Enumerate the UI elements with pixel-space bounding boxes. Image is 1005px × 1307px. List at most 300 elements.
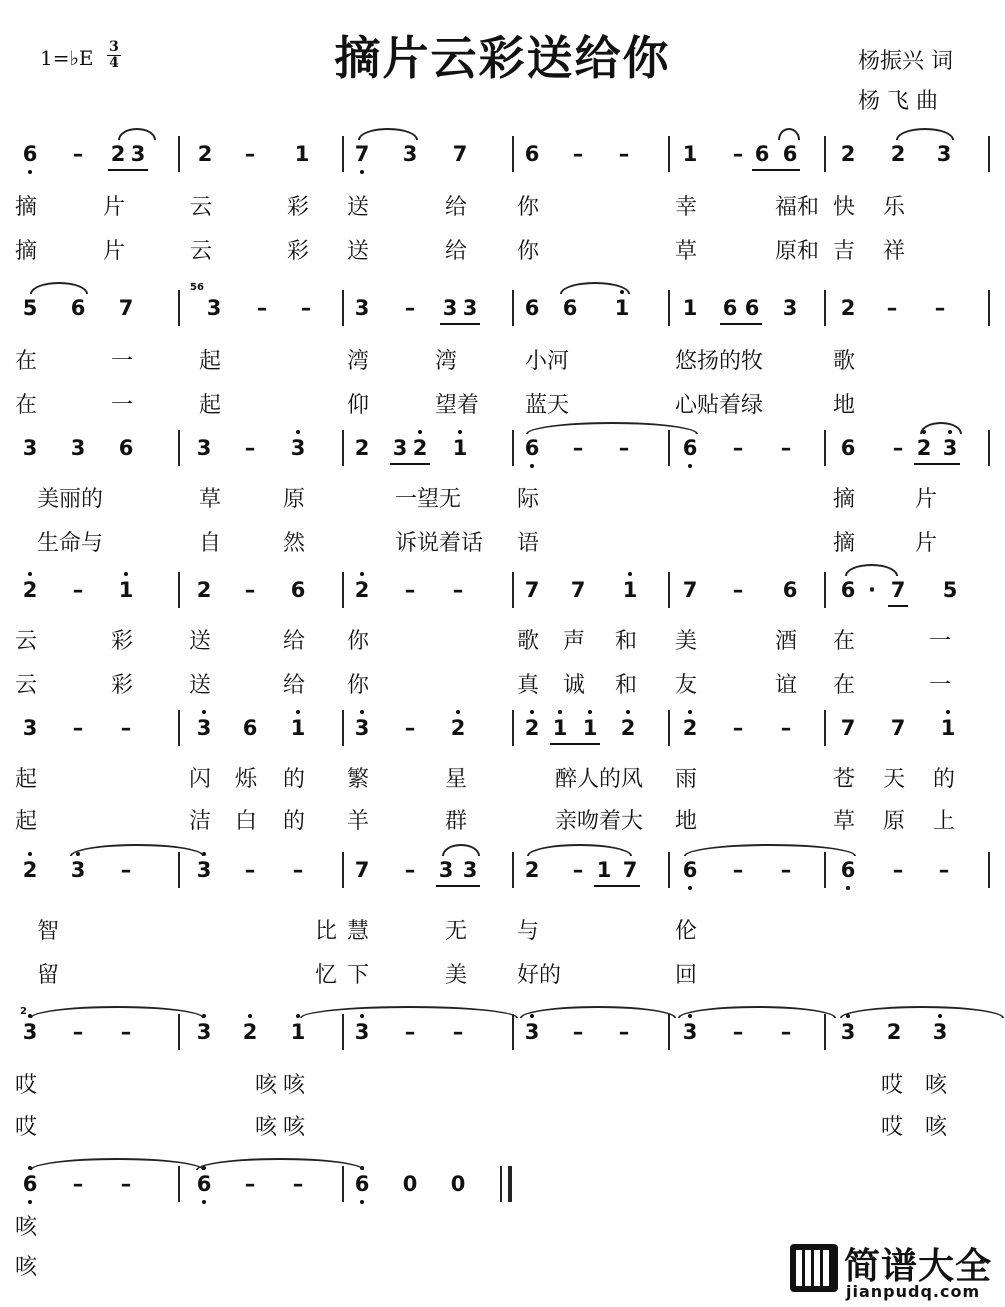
lyric-verse-1: 一: [929, 629, 952, 654]
lyricist-credit: 杨振兴 词: [858, 49, 953, 74]
note: 5: [942, 578, 958, 602]
note: 6: [524, 436, 540, 460]
lyric-verse-2: 仰: [347, 393, 370, 418]
beam-underline: [720, 323, 762, 325]
lyric-verse-2: 片: [103, 239, 126, 264]
lyric-verse-1: 快: [833, 195, 856, 220]
octave-dot-low: [360, 170, 364, 174]
lyric-verse-1: 咳: [925, 1073, 948, 1098]
bar-line: [342, 430, 344, 466]
octave-dot-high: [124, 572, 128, 576]
lyric-verse-2: 在: [15, 393, 38, 418]
bar-line: [824, 290, 826, 326]
tie-slur: [896, 128, 954, 140]
lyric-verse-1: 星: [445, 767, 468, 792]
lyric-verse-2: 回: [675, 963, 698, 988]
note: 2: [22, 858, 38, 882]
note: 6: [22, 1172, 38, 1196]
note: 5: [22, 296, 38, 320]
note: 6: [782, 578, 798, 602]
note: 1: [682, 296, 698, 320]
note: 3: [932, 1020, 948, 1044]
octave-dot-low: [28, 170, 32, 174]
tie-slur: [358, 128, 418, 140]
octave-dot-high: [418, 430, 422, 434]
octave-dot-high: [360, 710, 364, 714]
tie-slur: [30, 1158, 204, 1170]
lyric-verse-1: 的: [933, 767, 956, 792]
note: –: [244, 858, 256, 882]
lyric-verse-1: 歌: [833, 349, 856, 374]
note: 1: [682, 142, 698, 166]
lyric-verse-1: 福和: [775, 195, 820, 220]
note: –: [780, 1020, 792, 1044]
lyric-verse-1: 天: [883, 767, 906, 792]
lyric-verse-1: 雨: [675, 767, 698, 792]
octave-dot-high: [626, 710, 630, 714]
tie-slur: [845, 564, 898, 576]
lyric-verse-2: 好的: [517, 963, 562, 988]
note: 1: [294, 142, 310, 166]
octave-dot-high: [360, 572, 364, 576]
lyric-verse-2: 吉: [833, 239, 856, 264]
lyric-verse-2: 给: [445, 239, 468, 264]
note: 2: [840, 142, 856, 166]
lyric-verse-1: 声: [563, 629, 586, 654]
note: –: [72, 716, 84, 740]
tie-slur: [526, 422, 698, 434]
beam-underline: [550, 743, 600, 745]
bar-line: [178, 430, 180, 466]
lyric-verse-2: 诚: [563, 673, 586, 698]
note: 2: [354, 436, 370, 460]
lyric-verse-2: 原: [883, 809, 906, 834]
octave-dot-low: [846, 886, 850, 890]
lyric-verse-1: 原: [283, 487, 306, 512]
lyric-verse-1: 无: [445, 919, 468, 944]
note: 2: [916, 436, 932, 460]
note: –: [256, 296, 268, 320]
note: 6: [782, 142, 798, 166]
lyric-verse-1: 你: [347, 629, 370, 654]
lyric-verse-1: 苍: [833, 767, 856, 792]
lyric-verse-1: 咳: [255, 1073, 278, 1098]
octave-dot-low: [530, 464, 534, 468]
note: 3: [22, 716, 38, 740]
lyric-verse-2: 和: [615, 673, 638, 698]
note: 3: [462, 858, 478, 882]
note: 3: [70, 436, 86, 460]
note: –: [732, 436, 744, 460]
note: –: [244, 436, 256, 460]
note: 1: [614, 296, 630, 320]
lyric-verse-2: 羊: [347, 809, 370, 834]
lyric-verse-2: 送: [189, 673, 212, 698]
tie-slur: [196, 1158, 364, 1170]
tie-slur: [560, 282, 630, 294]
note: –: [72, 142, 84, 166]
lyric-verse-2: 然: [283, 531, 306, 556]
lyric-verse-2: 原和: [775, 239, 820, 264]
note: 3: [936, 142, 952, 166]
note: 0: [450, 1172, 466, 1196]
lyric-verse-1: 起: [199, 349, 222, 374]
note: 6: [524, 296, 540, 320]
note: 2: [354, 578, 370, 602]
note: 6: [524, 142, 540, 166]
lyric-verse-2: 咳: [15, 1255, 38, 1280]
note: 6: [118, 436, 134, 460]
lyric-verse-1: 哎: [15, 1073, 38, 1098]
note: –: [892, 858, 904, 882]
bar-line: [342, 290, 344, 326]
note: 3: [442, 296, 458, 320]
lyric-verse-2: 留: [37, 963, 60, 988]
note: –: [72, 1020, 84, 1044]
note: 1: [622, 578, 638, 602]
note: 7: [890, 716, 906, 740]
time-bottom: 4: [107, 55, 121, 71]
lyric-verse-1: 的: [283, 767, 306, 792]
note: 2: [890, 142, 906, 166]
note: 1: [596, 858, 612, 882]
note: 3: [354, 1020, 370, 1044]
note: 7: [354, 142, 370, 166]
bar-line: [342, 1166, 344, 1202]
lyric-verse-1: 哎: [881, 1073, 904, 1098]
note: –: [404, 716, 416, 740]
note: 2: [412, 436, 428, 460]
note: 7: [452, 142, 468, 166]
bar-line: [342, 572, 344, 608]
note: –: [938, 858, 950, 882]
lyric-verse-2: 咳: [925, 1115, 948, 1140]
lyric-verse-1: 比: [315, 919, 338, 944]
note: –: [780, 716, 792, 740]
note: –: [892, 436, 904, 460]
note: –: [618, 1020, 630, 1044]
lyric-verse-2: 语: [517, 531, 540, 556]
bar-line: [668, 290, 670, 326]
note: –: [572, 1020, 584, 1044]
octave-dot-high: [202, 710, 206, 714]
note: 1: [582, 716, 598, 740]
note: 3: [290, 436, 306, 460]
lyric-verse-2: 自: [199, 531, 222, 556]
lyric-verse-1: 起: [15, 767, 38, 792]
note: 3: [392, 436, 408, 460]
grace-note: 56: [190, 282, 204, 293]
lyric-verse-2: 摘: [15, 239, 38, 264]
lyric-verse-2: 地: [675, 809, 698, 834]
page-title: 摘片云彩送给你: [334, 31, 671, 85]
tie-slur: [520, 1006, 676, 1018]
tie-slur: [118, 128, 156, 140]
note: 2: [450, 716, 466, 740]
site-logo: [790, 1238, 1000, 1302]
note: 6: [682, 858, 698, 882]
note: –: [732, 858, 744, 882]
octave-dot-high: [530, 710, 534, 714]
note: 3: [782, 296, 798, 320]
logo-url: jianpudq.com: [846, 1282, 981, 1301]
note: 6: [722, 296, 738, 320]
note: 7: [118, 296, 134, 320]
piano-keys-icon: [790, 1244, 838, 1292]
note: 2: [840, 296, 856, 320]
bar-line: [342, 1014, 344, 1050]
note: –: [732, 578, 744, 602]
lyric-verse-1: 乐: [883, 195, 906, 220]
octave-dot-high: [456, 710, 460, 714]
octave-dot-high: [28, 572, 32, 576]
tie-slur: [70, 844, 204, 856]
note: 6: [70, 296, 86, 320]
note: 1: [290, 716, 306, 740]
bar-line: [824, 852, 826, 888]
lyric-verse-2: 起: [199, 393, 222, 418]
note: 3: [206, 296, 222, 320]
tie-slur: [920, 422, 962, 434]
lyric-verse-1: 际: [517, 487, 540, 512]
note: 3: [840, 1020, 856, 1044]
bar-line: [178, 1014, 180, 1050]
lyric-verse-2: 友: [675, 673, 698, 698]
lyric-verse-2: 一: [929, 673, 952, 698]
lyric-verse-1: 咳: [15, 1215, 38, 1240]
note: 6: [840, 858, 856, 882]
note: 2: [197, 142, 213, 166]
bar-line: [178, 290, 180, 326]
note: 2: [242, 1020, 258, 1044]
note: –: [452, 578, 464, 602]
octave-dot-high: [628, 572, 632, 576]
tie-slur: [684, 844, 856, 856]
lyric-verse-2: 彩: [111, 673, 134, 698]
note: 3: [462, 296, 478, 320]
note: 3: [196, 716, 212, 740]
lyric-verse-2: 祥: [883, 239, 906, 264]
lyric-verse-2: 你: [347, 673, 370, 698]
note: 6: [242, 716, 258, 740]
note: 2: [196, 578, 212, 602]
beam-underline: [914, 463, 960, 465]
lyric-verse-1: 彩: [111, 629, 134, 654]
lyric-verse-1: 烁: [235, 767, 258, 792]
note: 6: [682, 436, 698, 460]
lyric-verse-1: 歌: [517, 629, 540, 654]
lyric-verse-1: 一望无: [395, 487, 462, 512]
lyric-verse-1: 摘: [15, 195, 38, 220]
note: –: [120, 716, 132, 740]
beam-underline: [888, 605, 908, 607]
time-top: 3: [109, 39, 119, 55]
lyric-verse-1: 湾: [435, 349, 458, 374]
note: 2: [524, 716, 540, 740]
lyric-verse-2: 谊: [775, 673, 798, 698]
note: 2: [524, 858, 540, 882]
tie-slur: [30, 1006, 204, 1018]
note: 1: [940, 716, 956, 740]
lyric-verse-2: 诉说着话: [395, 531, 484, 556]
bar-line: [512, 290, 514, 326]
lyric-verse-2: 草: [833, 809, 856, 834]
lyric-verse-2: 片: [915, 531, 938, 556]
lyric-verse-1: 摘: [833, 487, 856, 512]
key-signature: 1=♭E: [40, 46, 94, 70]
bar-line: [512, 572, 514, 608]
note: 7: [840, 716, 856, 740]
note: –: [72, 578, 84, 602]
bar-line: [512, 136, 514, 172]
bar-line: [988, 852, 990, 888]
bar-line: [178, 710, 180, 746]
note: 6: [290, 578, 306, 602]
lyric-verse-1: 繁: [347, 767, 370, 792]
lyric-verse-1: 闪: [189, 767, 212, 792]
lyric-verse-2: 忆: [315, 963, 338, 988]
beam-underline: [108, 169, 148, 171]
note: 2: [22, 578, 38, 602]
octave-dot-high: [296, 710, 300, 714]
note: 1: [452, 436, 468, 460]
note: 3: [70, 858, 86, 882]
lyric-verse-1: 伦: [675, 919, 698, 944]
beam-underline: [436, 885, 480, 887]
lyric-verse-1: 给: [445, 195, 468, 220]
note: –: [886, 296, 898, 320]
lyric-verse-1: 咳: [283, 1073, 306, 1098]
bar-line: [668, 136, 670, 172]
note: 6: [354, 1172, 370, 1196]
lyric-verse-2: 上: [933, 809, 956, 834]
note: –: [618, 142, 630, 166]
lyric-verse-1: 送: [347, 195, 370, 220]
note: –: [292, 1172, 304, 1196]
bar-line: [512, 710, 514, 746]
note: –: [732, 142, 744, 166]
note: –: [72, 1172, 84, 1196]
composer-credit: 杨 飞 曲: [858, 89, 938, 114]
note: 3: [524, 1020, 540, 1044]
note: 7: [682, 578, 698, 602]
octave-dot-high: [296, 430, 300, 434]
bar-line: [500, 1166, 502, 1202]
note: 1: [290, 1020, 306, 1044]
logo-name: 简谱大全: [844, 1246, 993, 1287]
lyric-verse-2: 你: [517, 239, 540, 264]
note: 2: [110, 142, 126, 166]
lyric-verse-1: 云: [190, 195, 213, 220]
lyric-verse-1: 美: [675, 629, 698, 654]
lyric-verse-2: 彩: [287, 239, 310, 264]
lyric-verse-1: 你: [517, 195, 540, 220]
lyric-verse-1: 片: [915, 487, 938, 512]
lyric-verse-2: 的: [283, 809, 306, 834]
note: 3: [402, 142, 418, 166]
note: –: [244, 1172, 256, 1196]
lyric-verse-1: 在: [833, 629, 856, 654]
note: 6: [744, 296, 760, 320]
tie-slur: [678, 1006, 836, 1018]
bar-line: [668, 710, 670, 746]
note: 2: [886, 1020, 902, 1044]
note: –: [120, 1020, 132, 1044]
note: –: [120, 1172, 132, 1196]
note: –: [244, 142, 256, 166]
final-bar-line: [508, 1166, 512, 1202]
tie-slur: [527, 844, 632, 856]
lyric-verse-1: 慧: [347, 919, 370, 944]
lyric-verse-1: 云: [15, 629, 38, 654]
lyric-verse-2: 一: [111, 393, 134, 418]
bar-line: [178, 852, 180, 888]
bar-line: [342, 710, 344, 746]
bar-line: [178, 572, 180, 608]
note: 6: [840, 578, 856, 602]
lyric-verse-2: 在: [833, 673, 856, 698]
lyric-verse-2: 白: [235, 809, 258, 834]
time-signature: [107, 40, 121, 71]
note: 6: [840, 436, 856, 460]
note: 6: [22, 142, 38, 166]
lyric-verse-2: 美: [445, 963, 468, 988]
lyric-verse-2: 心贴着绿: [675, 393, 764, 418]
bar-line: [824, 710, 826, 746]
octave-dot-low: [360, 1200, 364, 1204]
octave-dot-high: [588, 710, 592, 714]
bar-line: [988, 430, 990, 466]
octave-dot-low: [202, 1200, 206, 1204]
lyric-verse-1: 草: [199, 487, 222, 512]
grace-note: 2: [20, 1006, 27, 1017]
octave-dot-low: [688, 886, 692, 890]
lyric-verse-2: 群: [445, 809, 468, 834]
octave-dot-high: [28, 852, 32, 856]
bar-line: [178, 1166, 180, 1202]
note: –: [618, 436, 630, 460]
note: 6: [196, 1172, 212, 1196]
octave-dot-high: [558, 710, 562, 714]
note: 1: [552, 716, 568, 740]
lyric-verse-2: 望着: [435, 393, 480, 418]
note: –: [572, 858, 584, 882]
note: 6: [754, 142, 770, 166]
bar-line: [668, 852, 670, 888]
note: –: [404, 578, 416, 602]
tie-slur: [300, 1006, 518, 1018]
note: –: [404, 296, 416, 320]
lyric-verse-1: 在: [15, 349, 38, 374]
note: 7: [890, 578, 906, 602]
lyric-verse-2: 生命与: [37, 531, 104, 556]
note: –: [780, 858, 792, 882]
note: 2: [682, 716, 698, 740]
note: 7: [524, 578, 540, 602]
tie-slur: [840, 1006, 1004, 1018]
note: 3: [196, 1020, 212, 1044]
note: 3: [196, 858, 212, 882]
lyric-verse-2: 摘: [833, 531, 856, 556]
note: –: [404, 1020, 416, 1044]
bar-line: [824, 572, 826, 608]
note: –: [732, 1020, 744, 1044]
lyric-verse-2: 云: [15, 673, 38, 698]
lyric-verse-1: 片: [103, 195, 126, 220]
lyric-verse-1: 一: [111, 349, 134, 374]
lyric-verse-1: 彩: [287, 195, 310, 220]
octave-dot-low: [688, 464, 692, 468]
